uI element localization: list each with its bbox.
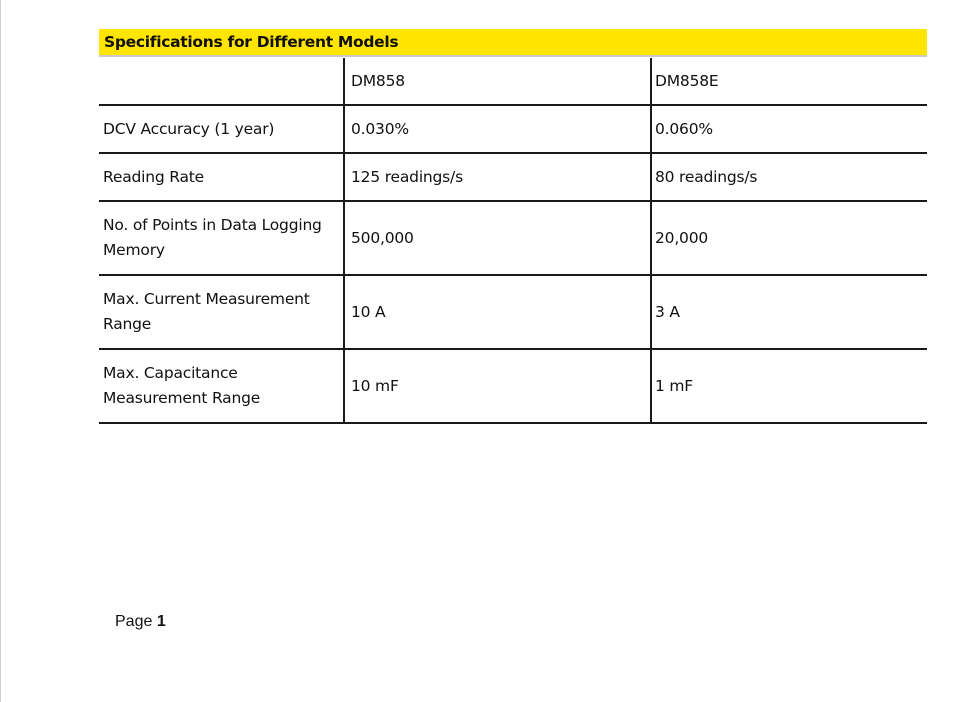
- page-label: Page: [115, 613, 153, 630]
- row-label: Max. Current Measurement Range: [99, 275, 344, 349]
- page-left-edge: [0, 0, 1, 702]
- specifications-table: [99, 58, 927, 424]
- section-title: Specifications for Different Models: [104, 33, 399, 51]
- dm858-value: 500,000: [344, 201, 651, 275]
- table-row: [99, 153, 927, 201]
- header-cell-dm858e: DM858E: [651, 58, 927, 105]
- dm858e-value: 20,000: [651, 201, 927, 275]
- table-row: [99, 275, 927, 349]
- dm858-value: 125 readings/s: [344, 153, 651, 201]
- dm858e-value: 1 mF: [651, 349, 927, 423]
- dm858e-value: 0.060%: [651, 105, 927, 153]
- table-row: [99, 349, 927, 423]
- page-footer: [115, 613, 166, 631]
- dm858-value: 0.030%: [344, 105, 651, 153]
- table-row: [99, 201, 927, 275]
- table-header-row: [99, 58, 927, 105]
- dm858e-value: 80 readings/s: [651, 153, 927, 201]
- dm858-value: 10 A: [344, 275, 651, 349]
- dm858-value: 10 mF: [344, 349, 651, 423]
- header-cell-empty: [99, 58, 344, 105]
- header-cell-dm858: DM858: [344, 58, 651, 105]
- page-number: 1: [156, 613, 166, 630]
- dm858e-value: 3 A: [651, 275, 927, 349]
- row-label: No. of Points in Data Logging Memory: [99, 201, 344, 275]
- row-label: Max. Capacitance Measurement Range: [99, 349, 344, 423]
- row-label: DCV Accuracy (1 year): [99, 105, 344, 153]
- table-row: [99, 105, 927, 153]
- section-title-bar: [99, 29, 927, 57]
- row-label: Reading Rate: [99, 153, 344, 201]
